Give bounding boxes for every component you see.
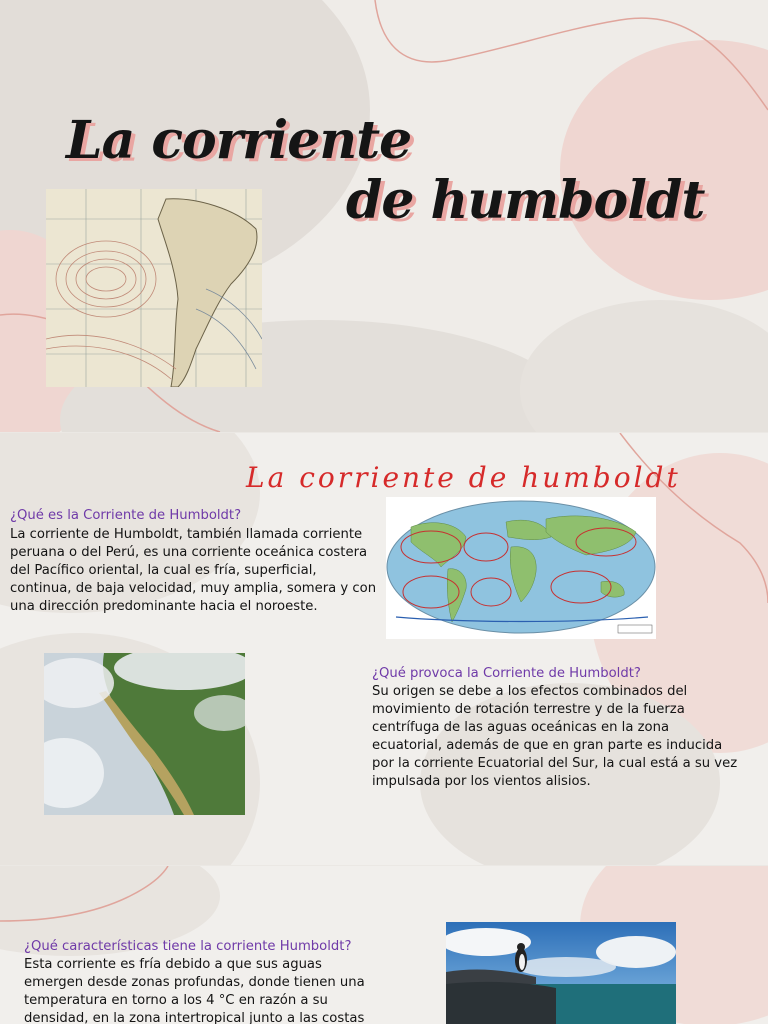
satellite-image <box>44 653 245 815</box>
question-3: ¿Qué características tiene la corriente Humboldt? <box>24 939 352 954</box>
penguin-photo <box>446 922 676 1024</box>
answer-3: Esta corriente es fría debido a que sus aguas emergen desde zonas profundas, donde tienen una temperatura en torno a los 4 °C en razón a su densidad, en la zona intertropical junto a las costas <box>24 957 365 1024</box>
peru-coast-satellite-icon <box>44 653 245 815</box>
title-slide <box>0 0 768 432</box>
question-2: ¿Qué provoca la Corriente de Humboldt? <box>372 666 641 681</box>
title-line-2: de humboldt <box>346 170 705 231</box>
section-title: La corriente de humboldt <box>246 461 681 494</box>
world-currents-map-image <box>386 497 656 639</box>
content-slide-1 <box>0 433 768 865</box>
galapagos-penguin-photo-icon <box>446 922 676 1024</box>
title-line-1: La corriente <box>66 110 412 171</box>
south-america-current-map-icon <box>46 189 262 387</box>
world-ocean-currents-map-icon <box>386 497 656 639</box>
current-map-image <box>46 189 262 387</box>
answer-2: Su origen se debe a los efectos combinados del movimiento de rotación terrestre y de la fuerza centrífuga de las aguas oceánicas en la zona ecuatorial, además de que en gran parte es inducida por la corriente Ecuatorial del Sur, la cual está a su vez impulsada por los vientos alisios. <box>372 684 738 789</box>
content-slide-2 <box>0 866 768 1024</box>
question-1: ¿Qué es la Corriente de Humboldt? <box>10 508 242 523</box>
answer-1: La corriente de Humboldt, también llamada corriente peruana o del Perú, es una corriente oceánica costera del Pacífico oriental, la cual es fría, superficial, continua, de baja velocidad, muy amplia, somera y con una dirección predominante hacia el noroeste. <box>10 527 377 614</box>
